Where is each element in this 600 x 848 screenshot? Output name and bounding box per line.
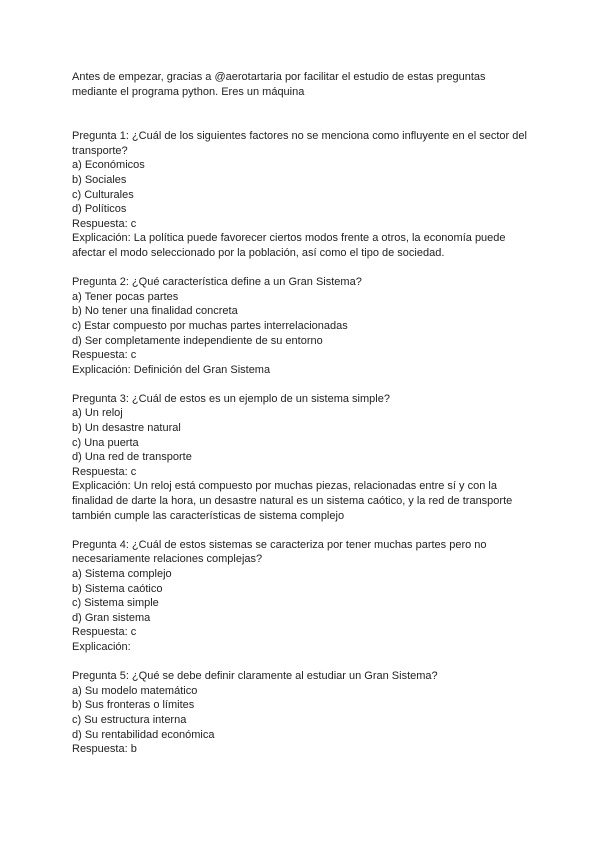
option-a: a) Económicos [72,159,145,172]
question-2 [72,275,532,377]
spacer [72,99,532,129]
explanation-line: Explicación: [72,640,131,653]
option-a: a) Tener pocas partes [72,290,179,303]
answer-line: Respuesta: c [72,349,137,362]
document-page [72,70,532,771]
question-1 [72,129,532,260]
option-d: d) Una red de transporte [72,451,192,464]
option-a: a) Su modelo matemático [72,684,198,697]
question-prompt: Pregunta 1: ¿Cuál de los siguientes factores no se menciona como influyente en el sector del transporte? [72,130,527,157]
option-b: b) Un desastre natural [72,422,181,435]
question-prompt: Pregunta 5: ¿Qué se debe definir claramente al estudiar un Gran Sistema? [72,670,438,683]
answer-line: Respuesta: c [72,217,137,230]
option-d: d) Su rentabilidad económica [72,728,215,741]
option-b: b) Sociales [72,173,127,186]
option-c: c) Su estructura interna [72,713,187,726]
option-c: c) Una puerta [72,436,139,449]
question-prompt: Pregunta 3: ¿Cuál de estos es un ejemplo de un sistema simple? [72,392,390,405]
option-a: a) Sistema complejo [72,568,172,580]
answer-line: Respuesta: b [72,743,137,756]
option-b: b) No tener una finalidad concreta [72,305,238,318]
option-c: c) Culturales [72,188,134,201]
question-3 [72,392,532,523]
intro-section [72,70,532,99]
option-c: c) Estar compuesto por muchas partes interrelacionadas [72,319,348,332]
option-d: d) Ser completamente independiente de su entorno [72,334,323,347]
option-d: d) Políticos [72,203,127,216]
explanation-line: Explicación: La política puede favorecer ciertos modos frente a otros, la economía puede afectar el modo seleccionado por la población, así como el tipo de sociedad. [72,232,506,259]
intro-paragraph: Antes de empezar, gracias a @aerotartaria por facilitar el estudio de estas preguntas mediante el programa python. Eres un máquina [72,71,486,98]
question-4 [72,538,532,655]
option-d: d) Gran sistema [72,611,151,624]
question-prompt: Pregunta 4: ¿Cuál de estos sistemas se caracteriza por tener muchas partes pero no necesariamente relaciones complejas? [72,538,487,566]
question-5 [72,669,532,757]
answer-line: Respuesta: c [72,465,137,478]
option-b: b) Sus fronteras o límites [72,699,195,712]
option-c: c) Sistema simple [72,597,159,610]
answer-line: Respuesta: c [72,626,137,639]
option-a: a) Un reloj [72,407,123,420]
option-b: b) Sistema caótico [72,582,163,595]
explanation-line: Explicación: Un reloj está compuesto por muchas piezas, relacionadas entre sí y con la finalidad de darte la hora, un desastre natural es un sistema caótico, y la red de transporte también cumple las características de sistema complejo [72,480,513,522]
question-prompt: Pregunta 2: ¿Qué característica define a un Gran Sistema? [72,276,362,289]
explanation-line: Explicación: Definición del Gran Sistema [72,363,271,376]
